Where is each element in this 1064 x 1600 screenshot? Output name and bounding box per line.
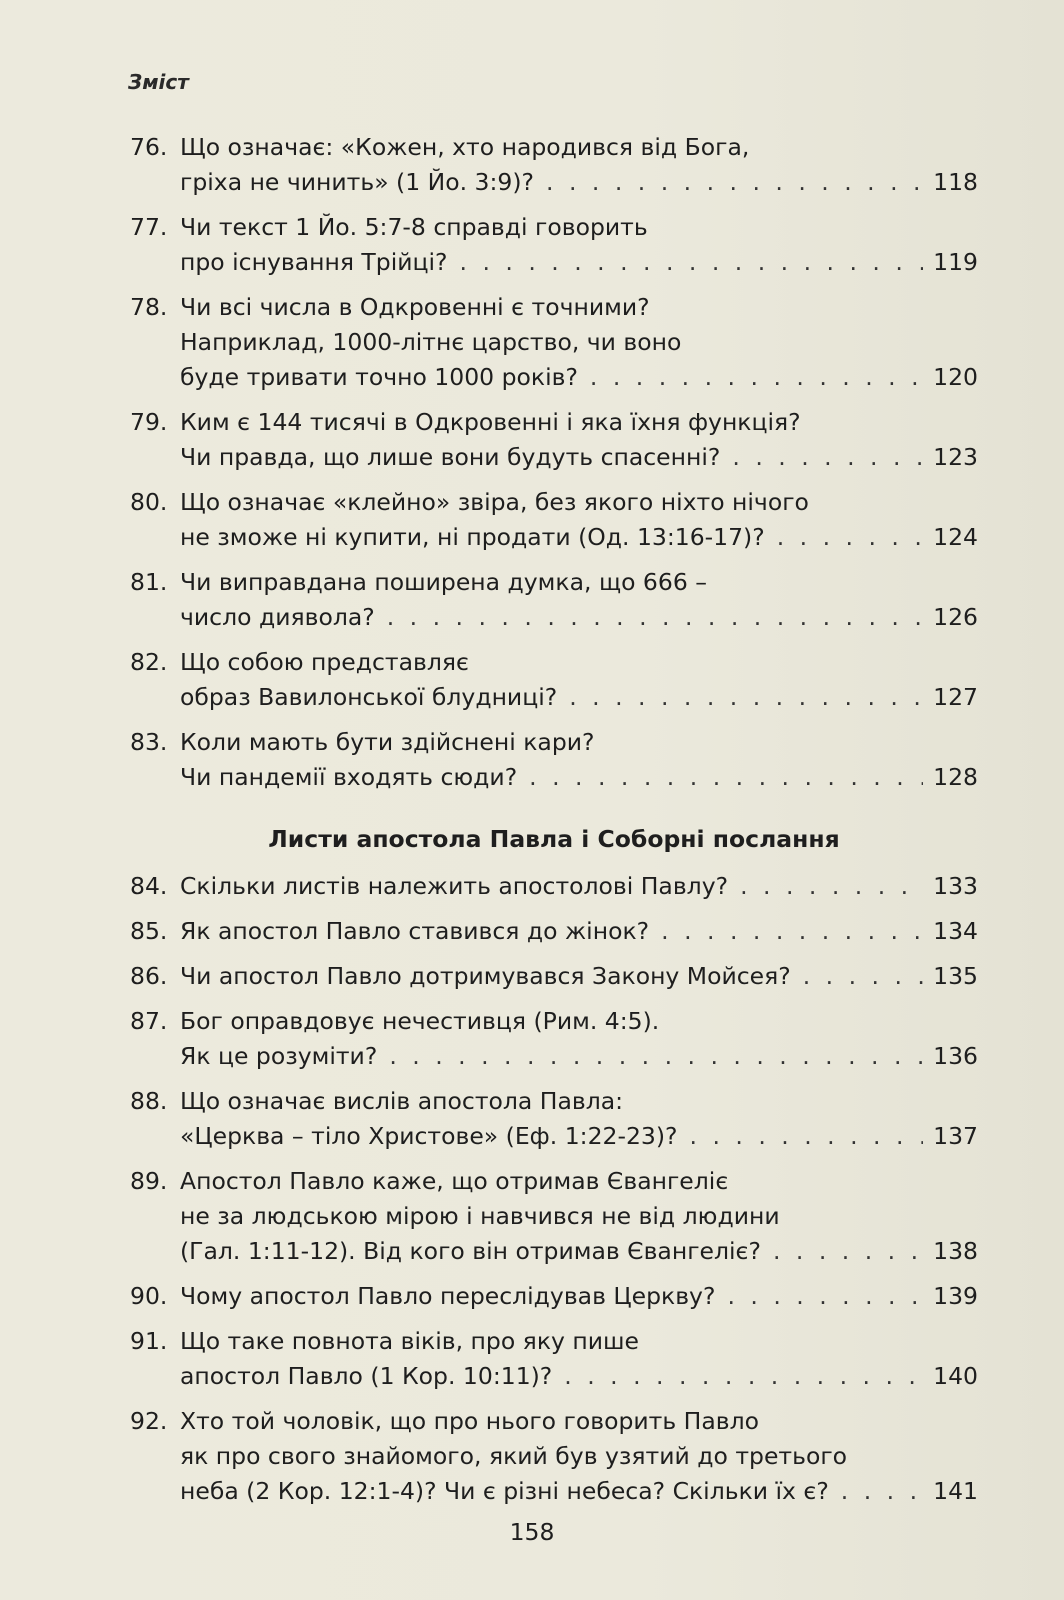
toc-entry-text: Чи пандемії входять сюди? xyxy=(180,763,518,791)
toc-entry-page: 128 xyxy=(933,763,978,791)
leader-dots xyxy=(546,165,923,200)
toc-entry-number: 86. xyxy=(130,962,168,990)
toc-entry-line xyxy=(130,565,978,600)
toc-entry-line xyxy=(130,245,978,280)
toc-entry-text: Чи апостол Павло дотримувався Закону Мойсея? xyxy=(180,962,791,990)
leader-dots xyxy=(690,1119,924,1154)
toc-entry-text: Що означає вислів апостола Павла: xyxy=(180,1087,624,1115)
toc-entry-page: 134 xyxy=(933,917,978,945)
toc-entry-text: Що таке повнота віків, про яку пише xyxy=(180,1327,639,1355)
toc-entry xyxy=(130,290,978,395)
toc-entry-number: 78. xyxy=(130,293,168,321)
toc-entry-number: 83. xyxy=(130,728,168,756)
toc-entry-page: 140 xyxy=(933,1362,978,1390)
toc-entry xyxy=(130,1164,978,1269)
leader-dots xyxy=(460,245,924,280)
toc-entry-number: 82. xyxy=(130,648,168,676)
toc-entry xyxy=(130,130,978,200)
toc-entry-text: Що означає «клейно» звіра, без якого ніхто нічого xyxy=(180,488,809,516)
toc-entry-text: як про свого знайомого, який був узятий до третього xyxy=(180,1442,848,1470)
toc-entry-number: 92. xyxy=(130,1407,168,1435)
toc-entry-line xyxy=(130,914,978,949)
toc-entry-text: Що означає: «Кожен, хто народився від Бога, xyxy=(180,133,750,161)
toc-entry-text: Скільки листів належить апостолові Павлу? xyxy=(180,872,729,900)
toc-entry-line xyxy=(130,760,978,795)
leader-dots xyxy=(841,1474,923,1509)
toc-entry xyxy=(130,645,978,715)
toc-entry-line xyxy=(130,1324,978,1359)
toc-entry-line xyxy=(130,1279,978,1314)
toc-entry xyxy=(130,405,978,475)
toc-entry-text: не зможе ні купити, ні продати (Од. 13:16-17)? xyxy=(180,523,765,551)
toc-entry-text: Чи виправдана поширена думка, що 666 – xyxy=(180,568,707,596)
toc-entry-number: 79. xyxy=(130,408,168,436)
toc-entry xyxy=(130,1324,978,1394)
toc-entry-text: «Церква – тіло Христове» (Еф. 1:22-23)? xyxy=(180,1122,678,1150)
toc-entry-line xyxy=(130,520,978,555)
toc-entry-text: Чи текст 1 Йо. 5:7-8 справді говорить xyxy=(180,213,648,241)
leader-dots xyxy=(529,760,923,795)
page-number: 158 xyxy=(509,1518,555,1546)
toc-entry-line xyxy=(130,869,978,904)
leader-dots xyxy=(389,1039,923,1074)
toc-entry-number: 80. xyxy=(130,488,168,516)
toc-entry-number: 77. xyxy=(130,213,168,241)
toc-entry-text: Ким є 144 тисячі в Одкровенні і яка їхня функція? xyxy=(180,408,801,436)
toc-entry-line xyxy=(130,1404,978,1439)
toc-entry-text: Апостол Павло каже, що отримав Євангеліє xyxy=(180,1167,729,1195)
toc-entry-line xyxy=(130,1474,978,1509)
toc-entry-number: 89. xyxy=(130,1167,168,1195)
toc-entry-line xyxy=(130,290,978,325)
toc-entry-line xyxy=(130,1199,978,1234)
toc-entry-page: 126 xyxy=(933,603,978,631)
toc-group-epistles xyxy=(130,869,978,1509)
toc-entry xyxy=(130,1004,978,1074)
toc-entry xyxy=(130,959,978,994)
toc-entry-number: 85. xyxy=(130,917,168,945)
toc-entry-text: неба (2 Кор. 12:1-4)? Чи є різні небеса? Скільки їх є? xyxy=(180,1477,829,1505)
toc-entry-text: Хто той чоловік, що про нього говорить Павло xyxy=(180,1407,759,1435)
leader-dots xyxy=(590,360,923,395)
toc-entry-page: 138 xyxy=(933,1237,978,1265)
toc-entry xyxy=(130,1084,978,1154)
toc-entry-text: Що собою представляє xyxy=(180,648,469,676)
toc-entry-line xyxy=(130,959,978,994)
toc-entry xyxy=(130,1404,978,1509)
toc-entry xyxy=(130,565,978,635)
toc-entry xyxy=(130,914,978,949)
leader-dots xyxy=(773,1234,923,1269)
toc-entry-text: про існування Трійці? xyxy=(180,248,448,276)
toc-entry-line xyxy=(130,1084,978,1119)
toc-entry-line xyxy=(130,1004,978,1039)
toc-entry xyxy=(130,869,978,904)
toc-entry-text: число диявола? xyxy=(180,603,375,631)
toc-entry-number: 81. xyxy=(130,568,168,596)
leader-dots xyxy=(564,1359,923,1394)
toc-entry-line xyxy=(130,210,978,245)
toc-entry-line xyxy=(130,1439,978,1474)
toc-entry-text: Чи всі числа в Одкровенні є точними? xyxy=(180,293,650,321)
toc-entry-line xyxy=(130,680,978,715)
toc-entry-page: 119 xyxy=(933,248,978,276)
toc-entry-line xyxy=(130,645,978,680)
toc-entry-line xyxy=(130,440,978,475)
leader-dots xyxy=(732,440,923,475)
toc-entry-page: 137 xyxy=(933,1122,978,1150)
toc-entry xyxy=(130,1279,978,1314)
toc-entry-text: (Гал. 1:11-12). Від кого він отримав Євангеліє? xyxy=(180,1237,761,1265)
toc-entry-number: 91. xyxy=(130,1327,168,1355)
toc-entry-line xyxy=(130,1359,978,1394)
toc-entry-page: 127 xyxy=(933,683,978,711)
section-title: Листи апостола Павла і Соборні послання xyxy=(268,825,840,853)
toc-entry-page: 136 xyxy=(933,1042,978,1070)
toc-entry-text: Чому апостол Павло переслідував Церкву? xyxy=(180,1282,716,1310)
leader-dots xyxy=(740,869,923,904)
toc-entry-line xyxy=(130,1119,978,1154)
toc-entry-line xyxy=(130,725,978,760)
toc-entry-text: Коли мають бути здійснені кари? xyxy=(180,728,595,756)
toc-entry-text: не за людською мірою і навчився не від людини xyxy=(180,1202,780,1230)
toc-entry-page: 133 xyxy=(933,872,978,900)
toc-entry-line xyxy=(130,325,978,360)
toc-entry-line xyxy=(130,485,978,520)
toc-entry-page: 141 xyxy=(933,1477,978,1505)
toc-entry-line xyxy=(130,600,978,635)
toc-entry xyxy=(130,210,978,280)
toc-entry-text: Як апостол Павло ставився до жінок? xyxy=(180,917,650,945)
toc-entry-line xyxy=(130,130,978,165)
toc-entry-page: 139 xyxy=(933,1282,978,1310)
toc-entry-page: 124 xyxy=(933,523,978,551)
toc-entry-text: гріха не чинить» (1 Йо. 3:9)? xyxy=(180,168,534,196)
leader-dots xyxy=(727,1279,923,1314)
toc-entry-page: 123 xyxy=(933,443,978,471)
toc-entry-text: буде тривати точно 1000 років? xyxy=(180,363,578,391)
leader-dots xyxy=(569,680,923,715)
toc-entry-text: Бог оправдовує нечестивця (Рим. 4:5). xyxy=(180,1007,660,1035)
toc-entry xyxy=(130,485,978,555)
toc-entry-line xyxy=(130,360,978,395)
running-head: Зміст xyxy=(128,70,189,94)
toc-entry-text: апостол Павло (1 Кор. 10:11)? xyxy=(180,1362,553,1390)
toc-entry-page: 118 xyxy=(933,168,978,196)
toc-entry-page: 135 xyxy=(933,962,978,990)
toc-entry-text: образ Вавилонської блудниці? xyxy=(180,683,558,711)
toc-entry-number: 87. xyxy=(130,1007,168,1035)
leader-dots xyxy=(387,600,923,635)
toc-entry-line xyxy=(130,1164,978,1199)
leader-dots xyxy=(803,959,923,994)
toc-entry-line xyxy=(130,1039,978,1074)
leader-dots xyxy=(777,520,923,555)
toc-entry-line xyxy=(130,1234,978,1269)
toc-entry-number: 84. xyxy=(130,872,168,900)
toc-group-revelation xyxy=(130,130,978,795)
toc-entry-line xyxy=(130,405,978,440)
toc-entry-page: 120 xyxy=(933,363,978,391)
toc-entry-line xyxy=(130,165,978,200)
toc-entry-number: 90. xyxy=(130,1282,168,1310)
toc-entry-number: 88. xyxy=(130,1087,168,1115)
toc-entry-text: Чи правда, що лише вони будуть спасенні? xyxy=(180,443,721,471)
table-of-contents xyxy=(130,130,978,1519)
leader-dots xyxy=(661,914,923,949)
toc-entry-number: 76. xyxy=(130,133,168,161)
toc-entry-text: Наприклад, 1000-літнє царство, чи воно xyxy=(180,328,682,356)
toc-entry xyxy=(130,725,978,795)
toc-entry-text: Як це розуміти? xyxy=(180,1042,378,1070)
